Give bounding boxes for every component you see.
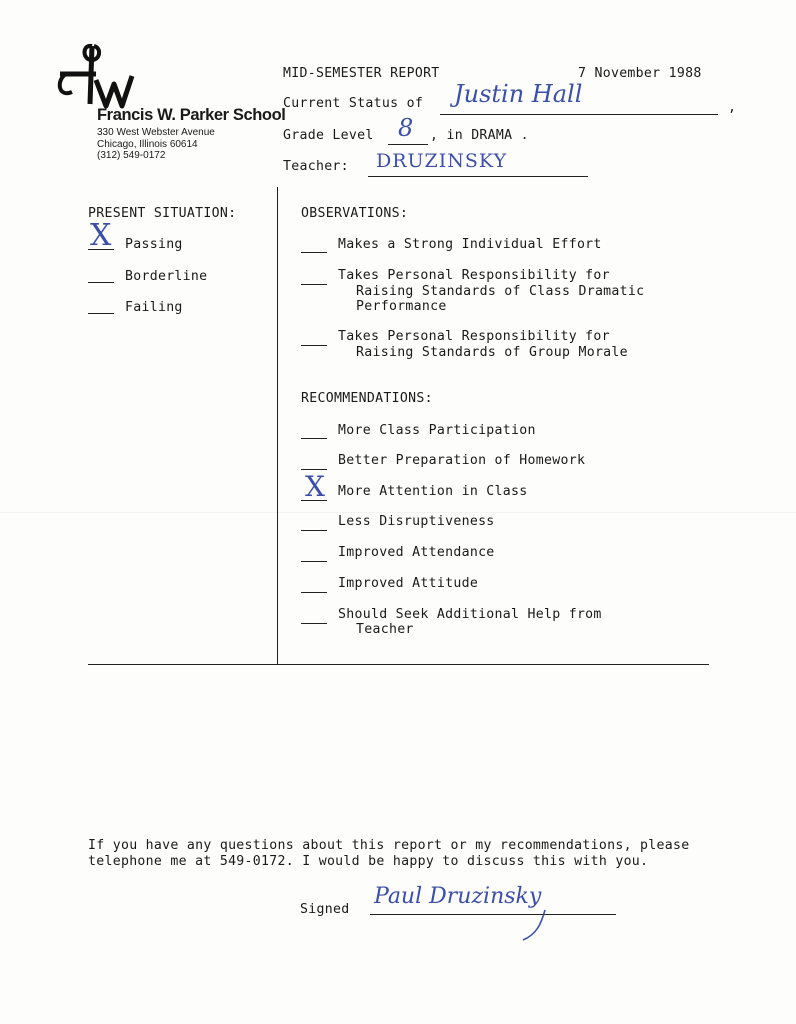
- recommendation-check-mark: X: [305, 470, 325, 503]
- school-address-line2: Chicago, Illinois 60614: [97, 138, 198, 150]
- situation-label: Passing: [125, 237, 183, 252]
- grade-value: 8: [398, 114, 414, 142]
- footer-note-line2: telephone me at 549-0172. I would be happy to discuss this with you.: [88, 854, 649, 869]
- signed-label: Signed: [300, 902, 350, 917]
- school-address-line1: 330 West Webster Avenue: [97, 127, 215, 138]
- observation-text: Takes Personal Responsibility for: [338, 268, 610, 283]
- recommendation-checkbox[interactable]: [301, 611, 327, 624]
- signature: Paul Druzinsky: [374, 884, 542, 909]
- recommendation-text: Improved Attitude: [338, 576, 479, 591]
- section-bottom-rule: [88, 664, 709, 665]
- signature-flourish-icon: [515, 908, 555, 944]
- situation-check-mark: X: [90, 218, 112, 253]
- report-title: MID-SEMESTER REPORT: [283, 66, 440, 81]
- observation-checkbox[interactable]: [301, 272, 327, 285]
- situation-label: Borderline: [125, 269, 208, 284]
- observation-checkbox[interactable]: [301, 333, 327, 346]
- recommendation-text: Less Disruptiveness: [338, 514, 495, 529]
- report-date: 7 November 1988: [578, 66, 702, 81]
- school-address: [97, 127, 215, 162]
- recommendation-text: More Class Participation: [338, 423, 536, 438]
- situation-label: Failing: [125, 300, 183, 315]
- student-name-field: [440, 80, 718, 115]
- observation-text: Takes Personal Responsibility for: [338, 329, 610, 344]
- observation-text-continued: Raising Standards of Class Dramatic: [356, 284, 645, 299]
- recommendations-heading: RECOMMENDATIONS:: [301, 391, 433, 406]
- observation-text-continued: Performance: [356, 299, 447, 314]
- subject-text: , in DRAMA .: [430, 128, 529, 143]
- grade-label: Grade Level: [283, 128, 374, 143]
- school-phone: (312) 549-0172: [97, 150, 166, 161]
- recommendation-text: Should Seek Additional Help from: [338, 607, 602, 622]
- footer-note-line1: If you have any questions about this report or my recommendations, please: [88, 838, 690, 853]
- observation-text: Makes a Strong Individual Effort: [338, 237, 602, 252]
- status-label: Current Status of: [283, 96, 424, 111]
- teacher-name: DRUZINSKY: [376, 150, 508, 172]
- grade-field: [388, 114, 428, 145]
- recommendation-checkbox[interactable]: [301, 549, 327, 562]
- recommendation-checkbox[interactable]: [301, 457, 327, 470]
- school-name: Francis W. Parker School: [97, 106, 286, 124]
- signature-line: [370, 884, 616, 915]
- paper-fold: [0, 512, 796, 513]
- column-divider: [277, 187, 278, 665]
- recommendation-text: Improved Attendance: [338, 545, 495, 560]
- situation-checkbox[interactable]: [88, 301, 114, 314]
- recommendation-text: Better Preparation of Homework: [338, 453, 586, 468]
- situation-checkbox[interactable]: [88, 270, 114, 283]
- recommendation-text-continued: Teacher: [356, 622, 414, 637]
- teacher-label: Teacher:: [283, 159, 349, 174]
- observations-heading: OBSERVATIONS:: [301, 206, 409, 221]
- status-trailing-comma: ,: [728, 100, 737, 115]
- recommendation-checkbox[interactable]: [301, 426, 327, 439]
- school-logo-monogram: [52, 40, 142, 114]
- observation-checkbox[interactable]: [301, 240, 327, 253]
- student-name: Justin Hall: [454, 80, 583, 108]
- recommendation-checkbox[interactable]: [301, 580, 327, 593]
- teacher-name-field: [368, 150, 588, 177]
- present-situation-heading: PRESENT SITUATION:: [88, 206, 237, 221]
- recommendation-checkbox[interactable]: [301, 518, 327, 531]
- observation-text-continued: Raising Standards of Group Morale: [356, 345, 628, 360]
- recommendation-text: More Attention in Class: [338, 484, 528, 499]
